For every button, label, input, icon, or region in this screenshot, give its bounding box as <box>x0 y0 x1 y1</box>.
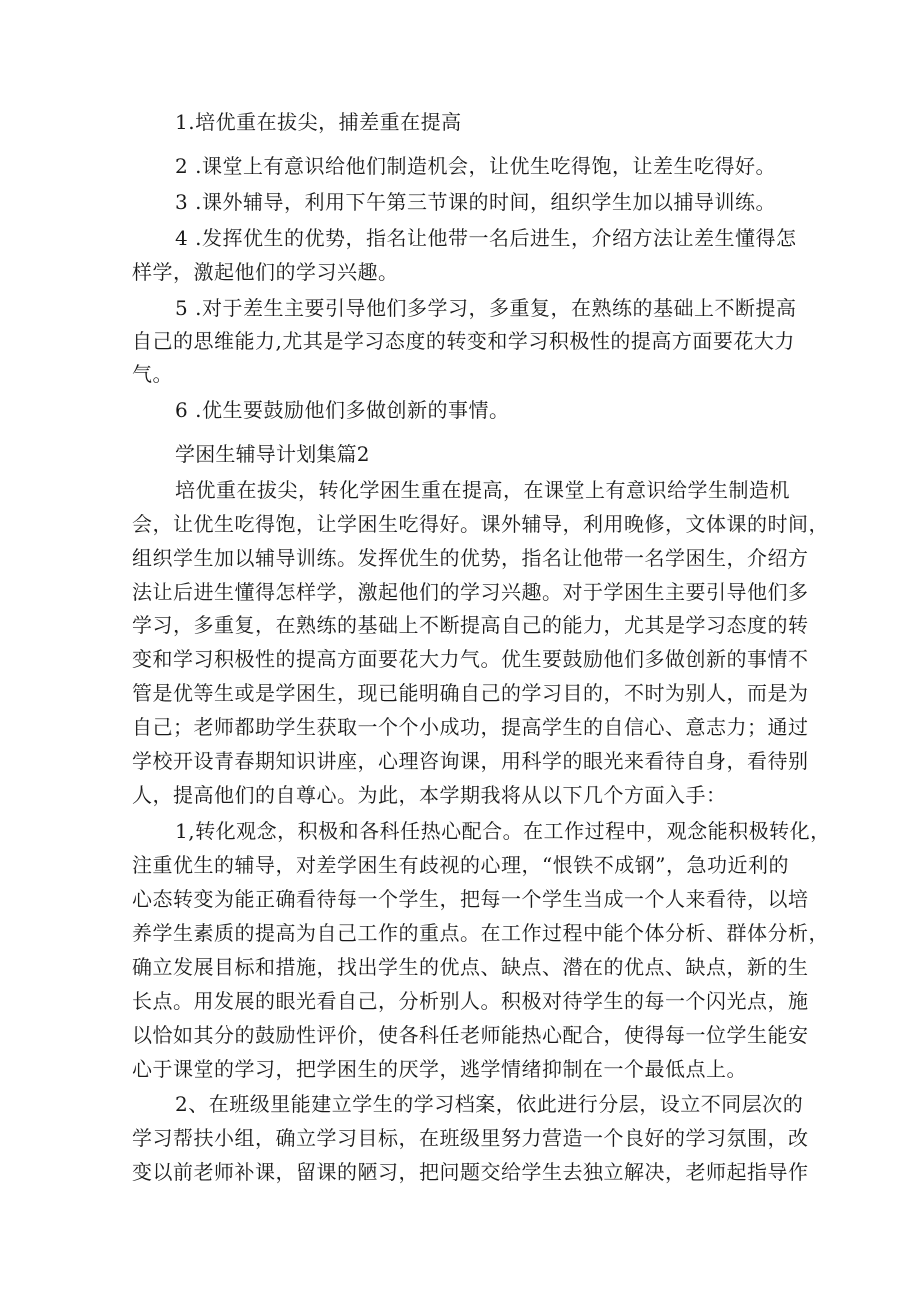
paragraph-1-line-10: 人，提高他们的自尊心。为此，本学期我将从以下几个方面入手： <box>132 783 727 807</box>
paragraph-1-line-6: 变和学习积极性的提高方面要花大力气。优生要鼓励他们多做创新的事情不 <box>132 647 809 671</box>
paragraph-2-line-1: 1,转化观念，积极和各科任热心配合。在工作过程中，观念能积极转化， <box>175 819 831 843</box>
paragraph-1-line-2: 会，让优生吃得饱，让学困生吃得好。课外辅导，利用晚修，文体课的时间， <box>132 512 829 536</box>
list-item-4-line-1: 4 .发挥优生的优势，指名让他带一名后进生，介绍方法让差生懂得怎 <box>175 226 797 250</box>
paragraph-2-line-6: 长点。用发展的眼光看自己，分析别人。积极对待学生的每一个闪光点，施 <box>132 989 809 1013</box>
list-item-6-line-1: 6 .优生要鼓励他们多做创新的事情。 <box>175 398 510 422</box>
paragraph-1-line-3: 组织学生加以辅导训练。发挥优生的优势，指名让他带一名学困生，介绍方 <box>132 546 809 570</box>
paragraph-2-line-4: 养学生素质的提高为自己工作的重点。在工作过程中能个体分析、群体分析， <box>132 921 829 945</box>
paragraph-3-line-3: 变以前老师补课，留课的陋习，把问题交给学生去独立解决，老师起指导作 <box>132 1160 809 1184</box>
paragraph-1-line-8: 自己；老师都助学生获取一个个小成功，提高学生的自信心、意志力；通过 <box>132 715 809 739</box>
list-item-4-line-2: 样学，激起他们的学习兴趣。 <box>132 260 399 284</box>
paragraph-3-line-1: 2、在班级里能建立学生的学习档案，依此进行分层，设立不同层次的 <box>175 1092 804 1116</box>
paragraph-1-line-9: 学校开设青春期知识讲座，心理咨询课，用科学的眼光来看待自身，看待别 <box>132 749 809 773</box>
list-item-2-line-1: 2 .课堂上有意识给他们制造机会，让优生吃得饱，让差生吃得好。 <box>175 154 776 178</box>
list-item-1-line-1: 1.培优重在拔尖，捕差重在提高 <box>175 110 462 134</box>
list-item-5-line-1: 5 .对于差生主要引导他们多学习，多重复，在熟练的基础上不断提高 <box>175 296 797 320</box>
paragraph-2-line-2: 注重优生的辅导，对差学困生有歧视的心理，“恨铁不成钢”，急功近利的 <box>132 853 789 877</box>
paragraph-2-line-3: 心态转变为能正确看待每一个学生，把每一个学生当成一个人来看待，以培 <box>132 887 809 911</box>
paragraph-1-line-1: 培优重在拔尖，转化学困生重在提高，在课堂上有意识给学生制造机 <box>175 478 790 502</box>
paragraph-1-line-7: 管是优等生或是学困生，现已能明确自己的学习目的，不时为别人，而是为 <box>132 681 809 705</box>
paragraph-2-line-5: 确立发展目标和措施，找出学生的优点、缺点、潜在的优点、缺点，新的生 <box>132 955 809 979</box>
paragraph-2-line-8: 心于课堂的学习，把学困生的厌学，逃学情绪抑制在一个最低点上。 <box>132 1057 747 1081</box>
list-item-5-line-2: 自己的思维能力,尤其是学习态度的转变和学习积极性的提高方面要花大力 <box>132 329 795 353</box>
list-item-3-line-1: 3 .课外辅导，利用下午第三节课的时间，组织学生加以捕导训练。 <box>175 190 776 214</box>
paragraph-3-line-2: 学习帮扶小组，确立学习目标，在班级里努力营造一个良好的学习氛围，改 <box>132 1126 809 1150</box>
paragraph-1-line-5: 学习，多重复，在熟练的基础上不断提高自己的能力，尤其是学习态度的转 <box>132 613 809 637</box>
paragraph-2-line-7: 以恰如其分的鼓励性评价，使各科任老师能热心配合，使得每一位学生能安 <box>132 1023 809 1047</box>
list-item-5-line-3: 气。 <box>132 362 173 386</box>
section-title: 学困生辅导计划集篇2 <box>175 442 370 466</box>
paragraph-1-line-4: 法让后进生懂得怎样学，激起他们的学习兴趣。对于学困生主要引导他们多 <box>132 580 809 604</box>
